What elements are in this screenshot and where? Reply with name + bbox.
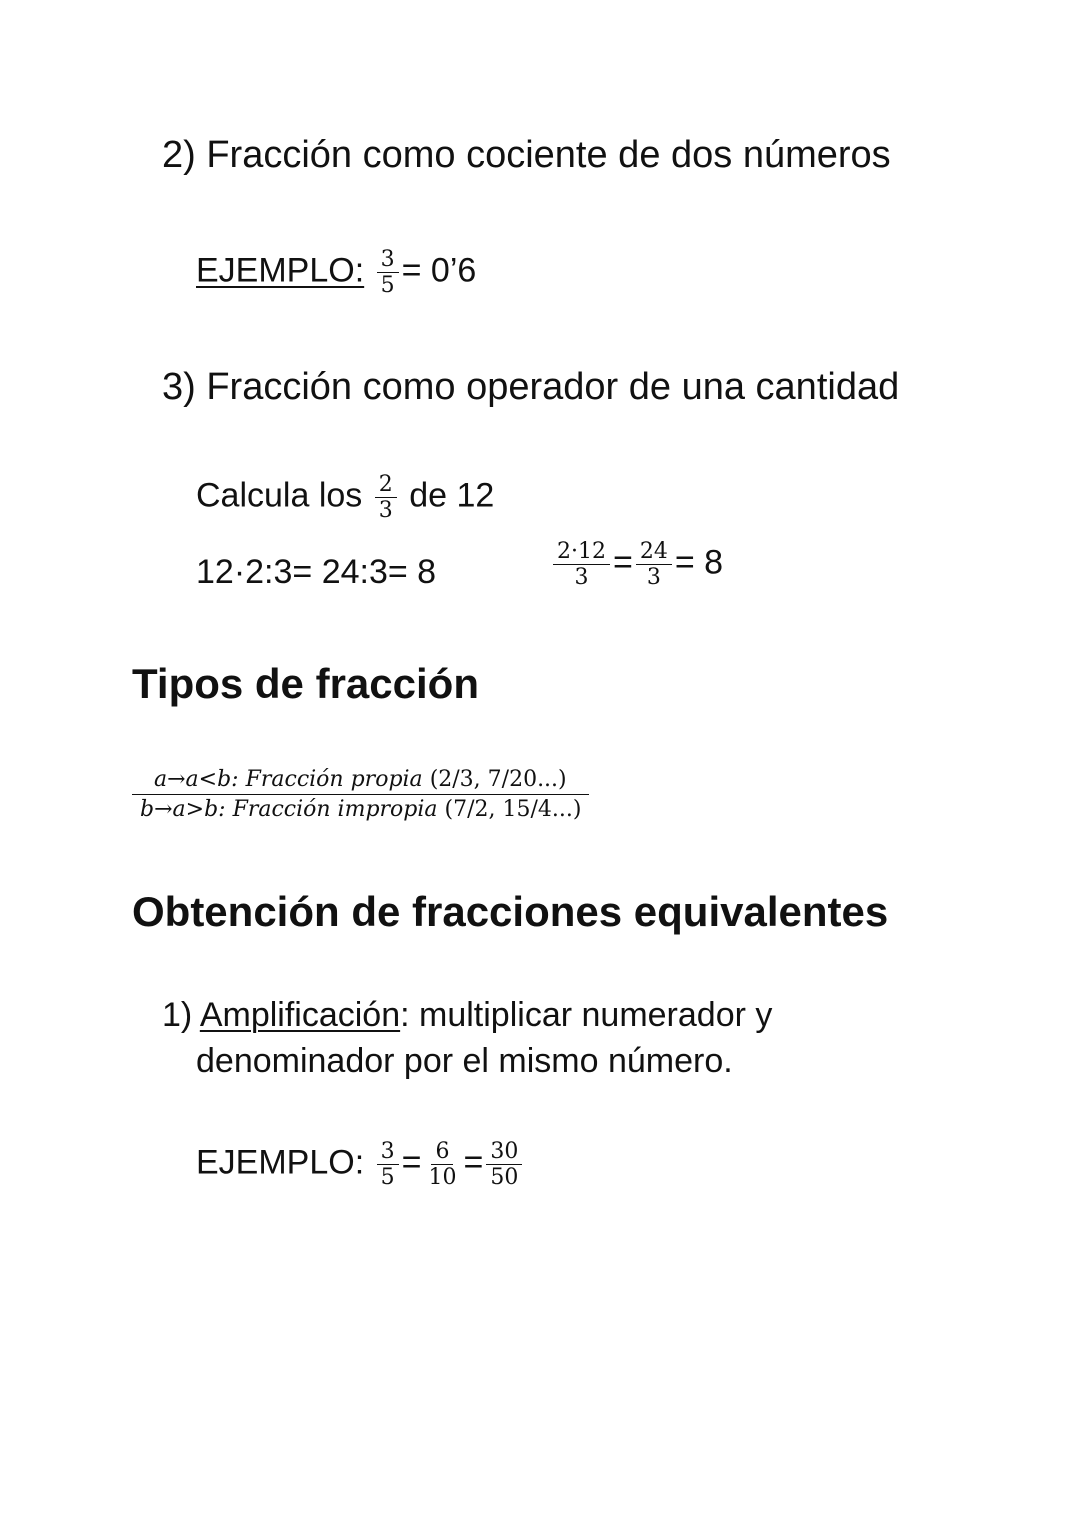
fraction-2x12-3: $\frac{2\cdot 12}{3}$ <box>553 540 610 589</box>
fraction-24-3: $\frac{24}{3}$ <box>636 540 672 589</box>
calc-fraction-equation: $\frac{2\cdot 12}{3}$ = $\frac{24}{3}$ = 8 <box>550 540 723 589</box>
fraction-3-5: $\frac{3}{5}$ <box>377 248 399 297</box>
calc-prompt: Calcula los $\frac{2}{3}$ de 12 <box>196 472 495 524</box>
tipos-heading: Tipos de fracción <box>132 660 479 707</box>
equivalentes-heading: Obtención de fracciones equivalentes <box>132 888 889 935</box>
fraction-30-50: $\frac{30}{50}$ <box>486 1140 522 1189</box>
calc-line: 12·2:3= 24:3= 8 <box>196 553 437 591</box>
amplificacion-example: EJEMPLO: $\frac{3}{5}$ = $\frac{6}{10}$ = $\frac{30}{50}$ <box>196 1140 525 1189</box>
example-label: EJEMPLO: <box>196 251 365 290</box>
amplificacion-line2: denominador por el mismo número. <box>196 1042 733 1080</box>
fraction-6-10: $\frac{6}{10}$ <box>428 1139 457 1191</box>
example-result: = 0’6 <box>401 251 477 290</box>
fraccion-impropia: b→a>b: Fracción impropia (7/2, 15/4...) <box>140 797 582 823</box>
section2-title: 2) Fracción como cociente de dos números <box>162 134 891 176</box>
fraction-2-3: $\frac{2}{3}$ <box>375 473 397 522</box>
fraccion-propia: a→a<b: Fracción propia (2/3, 7/20...) <box>132 768 589 795</box>
amplificacion-term: Amplificación <box>199 996 401 1034</box>
section3-title: 3) Fracción como operador de una cantidad <box>162 366 900 408</box>
amplificacion-line1: 1) Amplificación: multiplicar numerador y <box>162 996 773 1034</box>
section2-example <box>196 248 476 297</box>
fraction-3-5-b: $\frac{3}{5}$ <box>377 1140 399 1189</box>
fraction-types-list <box>132 768 589 822</box>
